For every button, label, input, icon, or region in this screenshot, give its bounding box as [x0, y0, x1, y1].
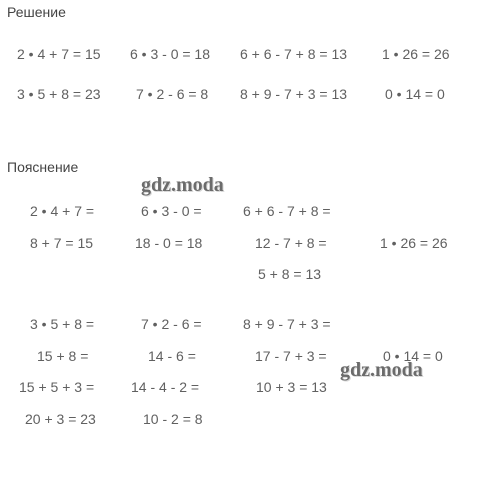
solution-eq: 0 • 14 = 0: [385, 86, 445, 102]
explanation-heading: Пояснение: [7, 159, 79, 175]
solution-eq: 2 • 4 + 7 = 15: [17, 46, 101, 62]
explanation-eq: 18 - 0 = 18: [135, 235, 203, 251]
watermark: gdz.moda: [340, 359, 423, 381]
explanation-eq: 1 • 26 = 26: [380, 235, 448, 251]
explanation-eq: 5 + 8 = 13: [258, 266, 322, 282]
explanation-eq: 7 • 2 - 6 =: [141, 316, 202, 332]
explanation-eq: 10 + 3 = 13: [256, 379, 327, 395]
explanation-eq: 0 • 14 = 0: [383, 348, 443, 364]
explanation-eq: 6 • 3 - 0 =: [141, 203, 202, 219]
explanation-eq: 15 + 5 + 3 =: [19, 379, 95, 395]
solution-heading: Решение: [7, 4, 66, 20]
explanation-eq: 10 - 2 = 8: [143, 411, 203, 427]
explanation-eq: 17 - 7 + 3 =: [255, 348, 327, 364]
explanation-eq: 6 + 6 - 7 + 8 =: [243, 203, 331, 219]
explanation-eq: 15 + 8 =: [37, 348, 89, 364]
explanation-eq: 12 - 7 + 8 =: [255, 235, 327, 251]
solution-eq: 6 + 6 - 7 + 8 = 13: [240, 46, 348, 62]
solution-eq: 3 • 5 + 8 = 23: [17, 86, 101, 102]
explanation-eq: 20 + 3 = 23: [25, 411, 96, 427]
explanation-eq: 2 • 4 + 7 =: [30, 203, 95, 219]
watermark: gdz.moda: [141, 174, 224, 196]
explanation-eq: 14 - 6 =: [148, 348, 196, 364]
explanation-eq: 3 • 5 + 8 =: [30, 316, 95, 332]
solution-eq: 1 • 26 = 26: [382, 46, 450, 62]
solution-eq: 7 • 2 - 6 = 8: [136, 86, 209, 102]
solution-eq: 8 + 9 - 7 + 3 = 13: [240, 86, 348, 102]
explanation-eq: 8 + 9 - 7 + 3 =: [243, 316, 331, 332]
solution-eq: 6 • 3 - 0 = 18: [130, 46, 211, 62]
explanation-eq: 14 - 4 - 2 =: [131, 379, 200, 395]
explanation-eq: 8 + 7 = 15: [30, 235, 94, 251]
